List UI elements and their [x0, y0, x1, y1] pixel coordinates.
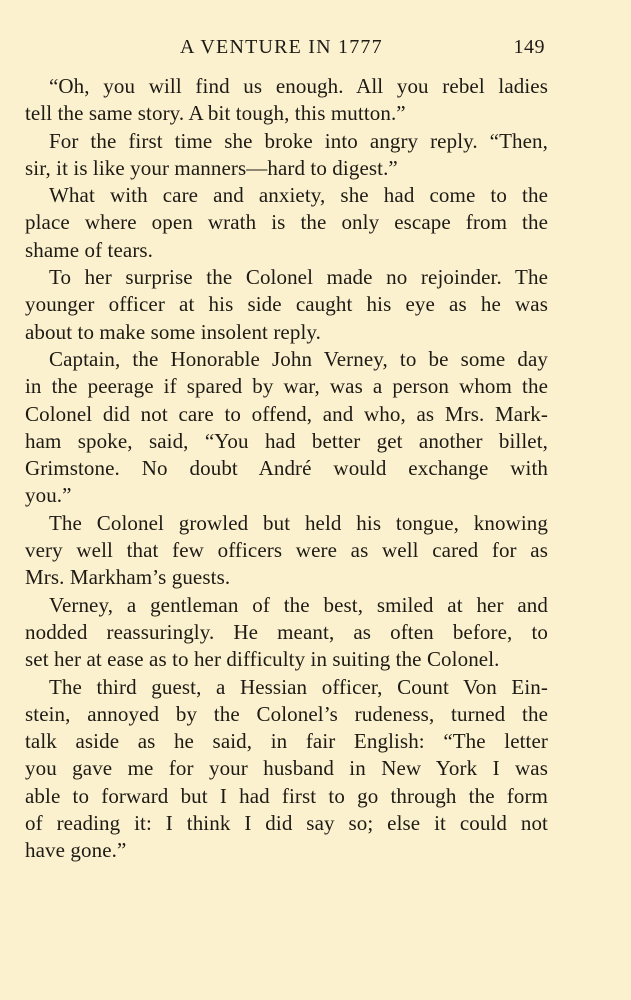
text-line: able to forward but I had first to go through the form	[25, 783, 548, 808]
text-line: tell the same story. A bit tough, this mutton.”	[25, 101, 406, 126]
text-line: The Colonel growled but held his tongue, knowing	[49, 510, 548, 535]
text-line: of reading it: I think I did say so; else it could not	[25, 811, 548, 836]
paragraph	[25, 264, 548, 346]
body-text	[25, 73, 548, 865]
text-line: Verney, a gentleman of the best, smiled at her and	[49, 592, 548, 617]
running-title: A VENTURE IN 1777	[180, 36, 383, 58]
text-line: have gone.”	[25, 838, 127, 863]
text-line: younger officer at his side caught his eye as he was	[25, 292, 548, 317]
text-line: The third guest, a Hessian officer, Count Von Ein-	[49, 674, 548, 699]
text-line: Captain, the Honorable John Verney, to be some day	[49, 346, 548, 371]
paragraph	[25, 128, 548, 183]
text-line: sir, it is like your manners—hard to digest.”	[25, 155, 398, 180]
paragraph	[25, 674, 548, 865]
text-line: shame of tears.	[25, 237, 154, 262]
text-line: you gave me for your husband in New York I was	[25, 756, 548, 781]
text-line: in the peerage if spared by war, was a person whom the	[25, 374, 548, 399]
text-line: Grimstone. No doubt André would exchange with	[25, 456, 548, 481]
text-line: What with care and anxiety, she had come to the	[49, 183, 548, 208]
text-line: Mrs. Markham’s guests.	[25, 565, 231, 590]
running-head	[0, 36, 631, 64]
text-line: Colonel did not care to offend, and who, as Mrs. Mark-	[25, 401, 548, 426]
text-line: talk aside as he said, in fair English: “The letter	[25, 729, 548, 754]
paragraph	[25, 346, 548, 510]
text-line: stein, annoyed by the Colonel’s rudeness, turned the	[25, 701, 548, 726]
paragraph	[25, 182, 548, 264]
paragraph	[25, 73, 548, 128]
text-line: For the first time she broke into angry reply. “Then,	[49, 128, 548, 153]
text-line: very well that few officers were as well cared for as	[25, 538, 548, 563]
text-line: you.”	[25, 483, 72, 508]
paragraph	[25, 592, 548, 674]
text-line: To her surprise the Colonel made no rejoinder. The	[49, 265, 548, 290]
text-line: place where open wrath is the only escape from the	[25, 210, 548, 235]
text-line: set her at ease as to her difficulty in suiting the Colonel.	[25, 647, 500, 672]
paragraph	[25, 510, 548, 592]
text-line: about to make some insolent reply.	[25, 319, 321, 344]
text-line: “Oh, you will find us enough. All you rebel ladies	[49, 74, 548, 98]
page-number: 149	[513, 36, 545, 58]
text-line: nodded reassuringly. He meant, as often before, to	[25, 619, 548, 644]
text-line: ham spoke, said, “You had better get another billet,	[25, 428, 548, 453]
